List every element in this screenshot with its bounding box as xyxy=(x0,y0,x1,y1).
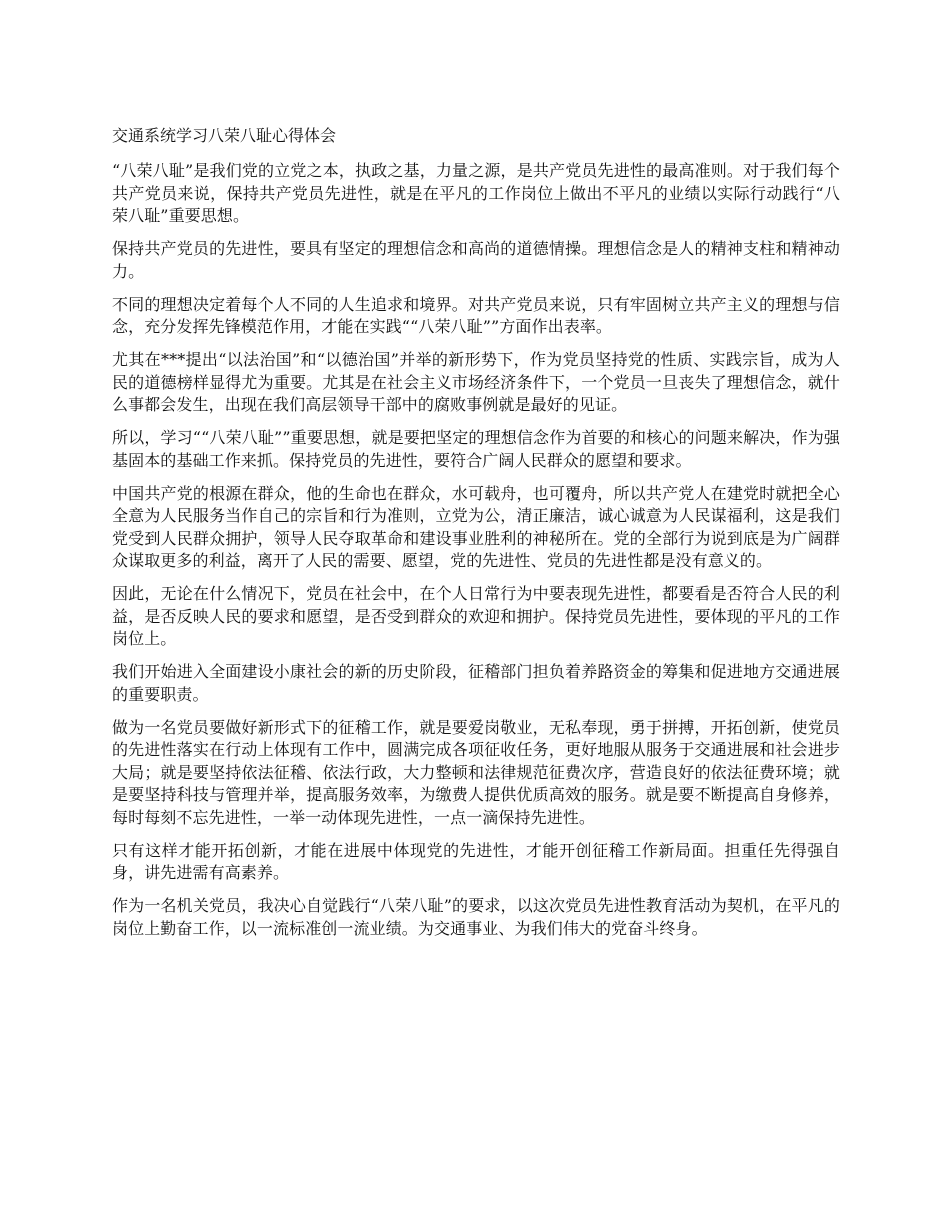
document-title: 交通系统学习八荣八耻心得体会 xyxy=(112,126,337,145)
paragraph: 不同的理想决定着每个人不同的人生追求和境界。对共产党员来说，只有牢固树立共产主义的理想与信念，充分发挥先锋模范作用，才能在实践““八荣八耻””方面作出表率。 xyxy=(112,294,840,336)
paragraph: 我们开始进入全面建设小康社会的新的历史阶段，征稽部门担负着养路资金的筹集和促进地方交通进展的重要职责。 xyxy=(112,662,840,704)
paragraph: 尤其在***提出“以法治国”和“以德治国”并举的新形势下，作为党员坚持党的性质、实践宗旨，成为人民的道德榜样显得尤为重要。尤其是在社会主义市场经济条件下，一个党员一旦丧失了理想信念，就什么事都会发生，出现在我们高层领导干部中的腐败事例就是最好的见证。 xyxy=(112,350,840,414)
paragraph: 中国共产党的根源在群众，他的生命也在群众，水可载舟，也可覆舟，所以共产党人在建党时就把全心全意为人民服务当作自己的宗旨和行为准则，立党为公，清正廉洁，诚心诚意为人民谋福利，这是我们党受到人民群众拥护，领导人民夺取革命和建设事业胜利的神秘所在。党的全部行为说到底是为广阔群众谋取更多的利益，离开了人民的需要、愿望，党的先进性、党员的先进性都是没有意义的。 xyxy=(112,483,840,570)
paragraph: 所以，学习““八荣八耻””重要思想，就是要把坚定的理想信念作为首要的和核心的问题来解决，作为强基固本的基础工作来抓。保持党员的先进性，要符合广阔人民群众的愿望和要求。 xyxy=(112,428,840,470)
paragraph: “八荣八耻”是我们党的立党之本，执政之基，力量之源，是共产党员先进性的最高准则。对于我们每个共产党员来说，保持共产党员先进性，就是在平凡的工作岗位上做出不平凡的业绩以实际行动践行“八荣八耻”重要思想。 xyxy=(112,161,840,225)
paragraph: 保持共产党员的先进性，要具有坚定的理想信念和高尚的道德情操。理想信念是人的精神支柱和精神动力。 xyxy=(112,239,840,281)
document-page xyxy=(112,124,840,951)
paragraph: 只有这样才能开拓创新，才能在进展中体现党的先进性，才能开创征稽工作新局面。担重任先得强自身，讲先进需有高素养。 xyxy=(112,840,840,882)
paragraph: 做为一名党员要做好新形式下的征稽工作，就是要爱岗敬业，无私奉现，勇于拼搏，开拓创新，使党员的先进性落实在行动上体现有工作中，圆满完成各项征收任务，更好地服从服务于交通进展和社会进步大局；就是要坚持依法征稽、依法行政，大力整顿和法律规范征费次序，营造良好的依法征费环境；就是要坚持科技与管理并举，提高服务效率，为缴费人提供优质高效的服务。就是要不断提高自身修养，每时每刻不忘先进性，一举一动体现先进性，一点一滴保持先进性。 xyxy=(112,717,840,827)
paragraph: 因此，无论在什么情况下，党员在社会中，在个人日常行为中要表现先进性，都要看是否符合人民的利益，是否反映人民的要求和愿望，是否受到群众的欢迎和拥护。保持党员先进性，要体现的平凡的工作岗位上。 xyxy=(112,584,840,648)
paragraph: 作为一名机关党员，我决心自觉践行“八荣八耻”的要求，以这次党员先进性教育活动为契机，在平凡的岗位上勤奋工作，以一流标准创一流业绩。为交通事业、为我们伟大的党奋斗终身。 xyxy=(112,896,840,938)
